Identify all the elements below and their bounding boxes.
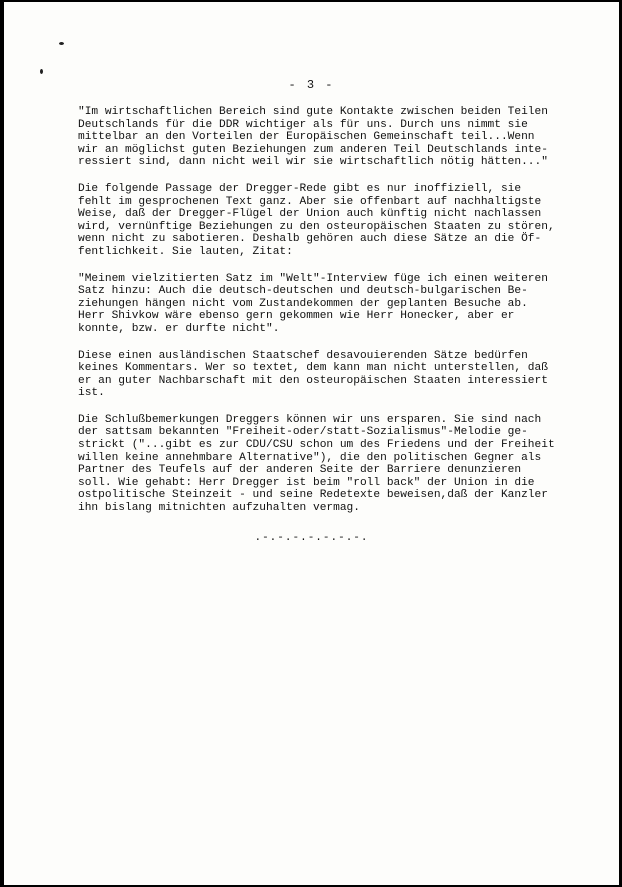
paragraph-conclusion: Die Schlußbemerkungen Dreggers können wir uns ersparen. Sie sind nach der sattsam bekannten "Freiheit-oder/statt-Sozialismus"-Melodie ge- strickt ("...gibt es zur CDU/CSU schon um des Friedens und der Freiheit willen keine annehmbare Alternative"), die den politischen Gegner als Partner des Teufels auf der anderen Seite der Barriere denunzieren soll. Wie gehabt: Herr Dregger ist beim "roll back" der Union in die ostpolitische Steinzeit - und seine Redetexte beweisen,daß der Kanzler ihn bislang mitnichten aufzuhalten vermag. [78,413,555,515]
document-body [78,106,578,529]
page-number: - 3 - [288,78,335,92]
paragraph-quote-dregger: "Meinem vielzitierten Satz im "Welt"-Interview füge ich einen weiteren Satz hinzu: Auch die deutsch-deutschen und deutsch-bulgarischen Be- ziehungen hängen nicht vom Zustandekommen der geplanten Besuche ab. Herr Shivkow wäre ebenso gern gekommen wie Herr Honecker, aber er konnte, bzw. er durfte nicht". [78,272,548,335]
paragraph-quote-economy: "Im wirtschaftlichen Bereich sind gute Kontakte zwischen beiden Teilen Deutschlands für die DDR wichtiger als für uns. Durch uns nimmt sie mittelbar an den Vorteilen der Europäischen Gemeinschaft teil...Wenn wir an möglichst guten Beziehungen zum anderen Teil Deutschlands inte- ressiert sind, dann nicht weil wir sie wirtschaftlich nötig hätten..." [78,106,548,169]
scan-speck [40,69,43,74]
paragraph-unofficial-passage: Die folgende Passage der Dregger-Rede gibt es nur inoffiziell, sie fehlt im gesprochenen Text ganz. Aber sie offenbart auf nachhaltigste Weise, daß der Dregger-Flügel der Union auch künftig nicht nachlassen wird, vernünftige Beziehungen zu den osteuropäischen Staaten zu stören, wenn nicht zu sabotieren. Deshalb gehören auch diese Sätze an die Öf- fentlichkeit. Sie lauten, Zitat: [78,182,555,258]
end-separator: .-.-.-.-.-.-.-. [254,532,369,544]
paragraph-commentary: Diese einen ausländischen Staatschef desavouierenden Sätze bedürfen keines Kommentars. Wer so textet, dem kann man nicht unterstellen, daß er an guter Nachbarschaft mit den osteuropäischen Staaten interessiert ist. [78,349,548,400]
scan-speck [59,42,64,45]
